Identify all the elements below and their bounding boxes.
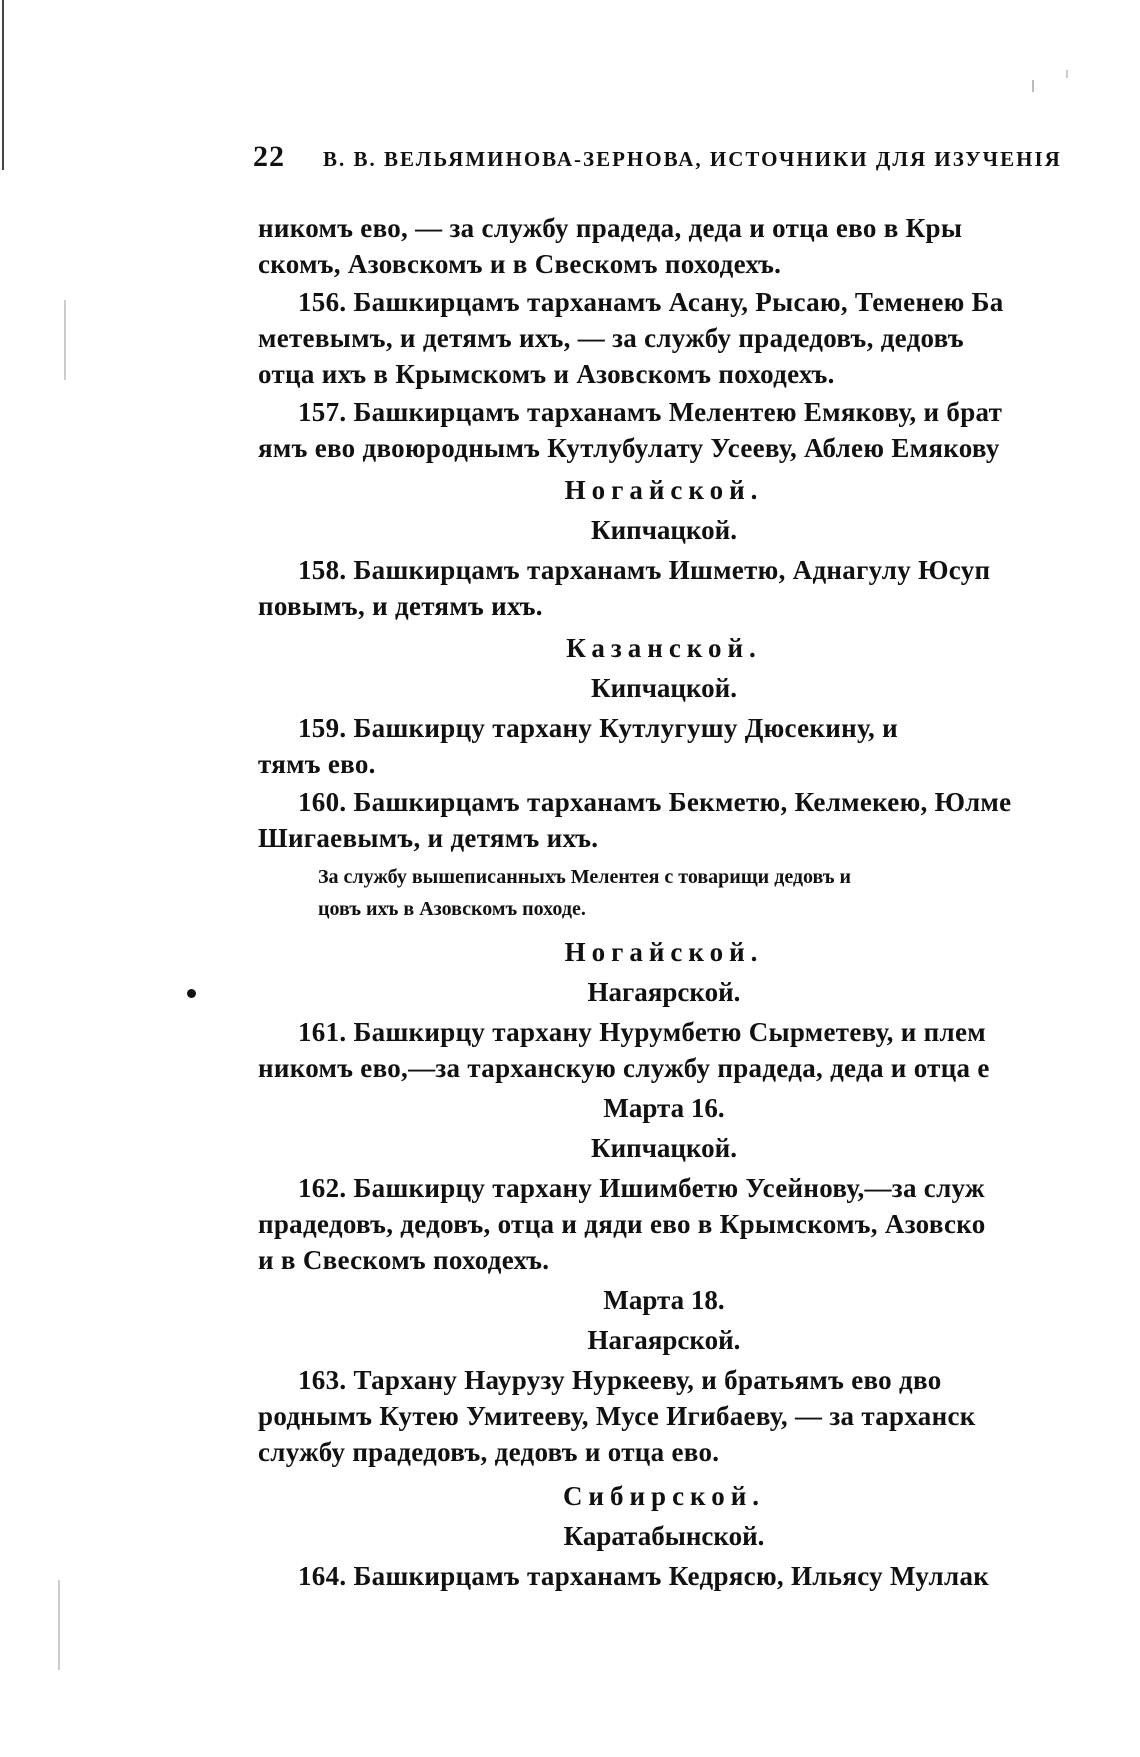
subsection-heading: Кипчацкой. <box>591 1133 737 1163</box>
subsection-heading: Нагаярской. <box>587 977 741 1007</box>
text-line: отца ихъ в Крымскомъ и Азовскомъ походехъ. <box>258 359 835 389</box>
date-heading: Марта 16. <box>603 1093 725 1123</box>
section-heading: Ногайской. <box>564 937 764 967</box>
section-heading: Казанской. <box>566 633 762 663</box>
print-speck <box>1032 80 1034 92</box>
page-edge-mark <box>58 1580 60 1670</box>
running-head: В. В. ВЕЛЬЯМИНОВА-ЗЕРНОВА, ИСТОЧНИКИ ДЛЯ ИЗУЧЕНІЯ <box>323 147 1062 171</box>
text-line: роднымъ Кутею Умитееву, Мусе Игибаеву, — за тарханск <box>258 1401 976 1431</box>
text-line: прадедовъ, дедовъ, отца и дяди ево в Крымскомъ, Азовско <box>258 1209 986 1239</box>
text-line: тямъ ево. <box>258 749 376 779</box>
note-line: За службу вышеписанныхъ Мелентея с товарищи дедовъ и <box>318 866 852 888</box>
subsection-heading: Кипчацкой. <box>591 673 737 703</box>
note-line: цовъ ихъ в Азовскомъ походе. <box>318 898 586 920</box>
entry-157: 157. Башкирцамъ тарханамъ Мелентею Емякову, и брат <box>298 397 1003 427</box>
print-speck <box>1066 70 1068 78</box>
page-edge-line <box>2 0 4 170</box>
entry-161: 161. Башкирцу тархану Нурумбетю Сырметеву, и плем <box>298 1017 986 1047</box>
text-line: метевымъ, и детямъ ихъ, — за службу прадедовъ, дедовъ <box>258 323 964 353</box>
entry-156: 156. Башкирцамъ тарханамъ Асану, Рысаю, Теменею Ба <box>298 287 1004 317</box>
text-line: никомъ ево,—за тарханскую службу прадеда, деда и отца е <box>258 1053 990 1083</box>
entry-160: 160. Башкирцамъ тарханамъ Бекметю, Келмекею, Юлме <box>298 787 1012 817</box>
page-number: 22 <box>253 140 285 173</box>
text-line: ямъ ево двоюроднымъ Кутлубулату Усееву, Аблею Емякову <box>258 433 1000 463</box>
section-heading: Сибирской. <box>562 1481 766 1511</box>
entry-163: 163. Тархану Наурузу Нуркееву, и братьямъ ево дво <box>298 1365 942 1395</box>
text-line: повымъ, и детямъ ихъ. <box>258 591 543 621</box>
margin-dot <box>187 989 196 998</box>
text-line: службу прадедовъ, дедовъ и отца ево. <box>258 1437 720 1467</box>
date-heading: Марта 18. <box>603 1285 725 1315</box>
text-line: и в Свескомъ походехъ. <box>258 1245 550 1275</box>
entry-164: 164. Башкирцамъ тарханамъ Кедрясю, Ильясу Муллак <box>298 1561 990 1591</box>
subsection-heading: Нагаярской. <box>587 1325 741 1355</box>
section-heading: Ногайской. <box>564 475 764 505</box>
page-edge-mark <box>64 300 66 380</box>
subsection-heading: Кипчацкой. <box>591 515 737 545</box>
text-line: Шигаевымъ, и детямъ ихъ. <box>258 823 599 853</box>
subsection-heading: Каратабынской. <box>563 1521 765 1551</box>
page-header <box>253 140 1073 190</box>
entry-158: 158. Башкирцамъ тарханамъ Ишметю, Аднагулу Юсуп <box>298 555 991 585</box>
entry-159: 159. Башкирцу тархану Кутлугушу Дюсекину, и <box>298 713 899 743</box>
text-line: никомъ ево, — за службу прадеда, деда и отца ево в Кры <box>258 213 963 243</box>
text-line: скомъ, Азовскомъ и в Свескомъ походехъ. <box>258 249 782 279</box>
entry-162: 162. Башкирцу тархану Ишимбетю Усейнову,—за служ <box>298 1173 985 1203</box>
